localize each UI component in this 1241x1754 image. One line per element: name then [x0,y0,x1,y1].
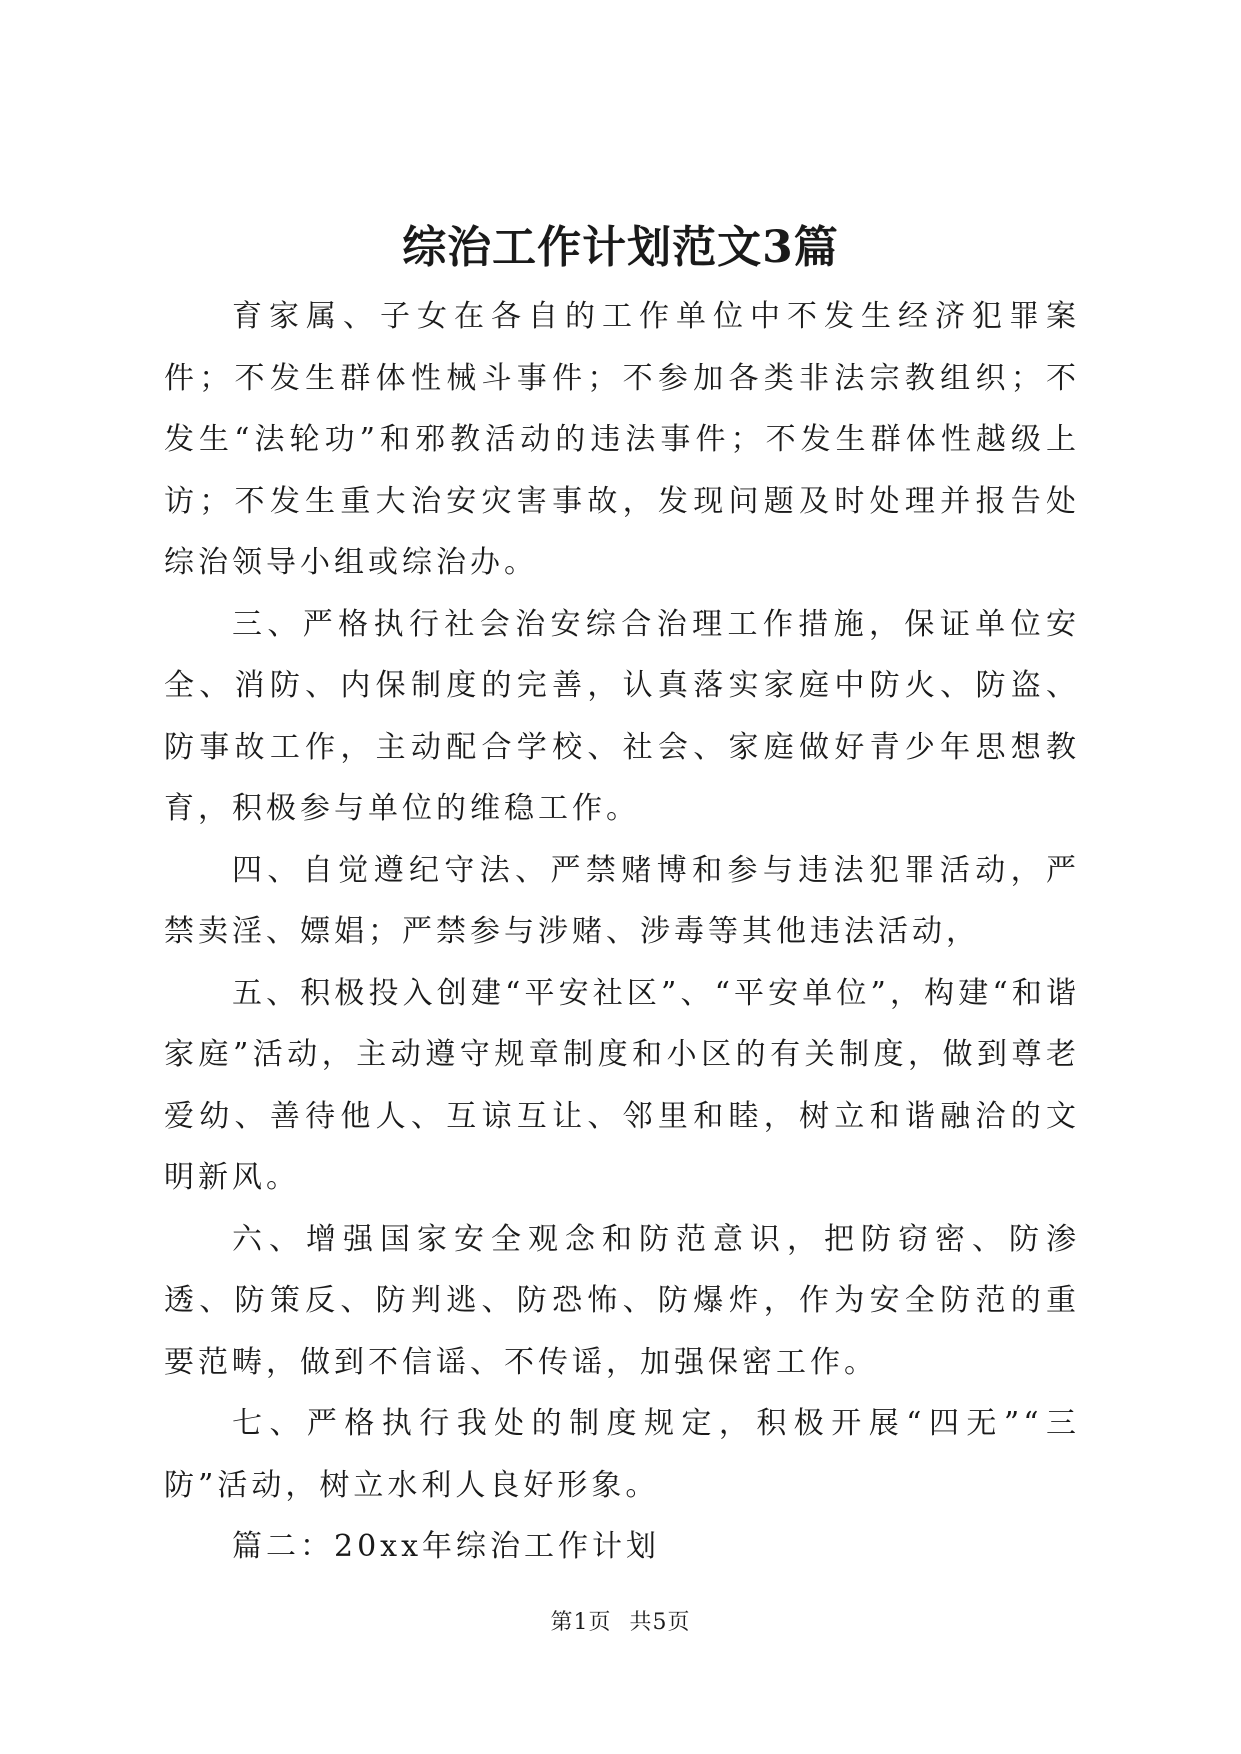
paragraph: 六、增强国家安全观念和防范意识，把防窃密、防渗透、防策反、防判逃、防恐怖、防爆炸，作为安全防范的重要范畴，做到不信谣、不传谣，加强保密工作。 [164,1221,1080,1380]
paragraph: 五、积极投入创建“平安社区”、“平安单位”，构建“和谐家庭”活动，主动遵守规章制度和小区的有关制度，做到尊老爱幼、善待他人、互谅互让、邻里和睦，树立和谐融洽的文明新风。 [164,975,1080,1195]
section-heading: 篇二：20xx年综治工作计划 [232,1529,661,1564]
page-footer [0,1608,1241,1638]
paragraph: 四、自觉遵纪守法、严禁赌博和参与违法犯罪活动，严禁卖淫、嫖娼；严禁参与涉赌、涉毒等其他违法活动， [164,852,1080,949]
page-title: 综治工作计划范文3篇 [402,222,839,273]
paragraph: 三、严格执行社会治安综合治理工作措施，保证单位安全、消防、内保制度的完善，认真落实家庭中防火、防盗、防事故工作，主动配合学校、社会、家庭做好青少年思想教育，积极参与单位的维稳工作。 [164,606,1080,826]
paragraph: 七、严格执行我处的制度规定，积极开展“四无”“三防”活动，树立水利人良好形象。 [164,1406,1080,1503]
document-body [164,286,1080,1578]
page-total: 共5页 [629,1610,691,1635]
page-number: 第1页 [550,1610,612,1635]
paragraph: 育家属、子女在各自的工作单位中不发生经济犯罪案件；不发生群体性械斗事件；不参加各类非法宗教组织；不发生“法轮功”和邪教活动的违法事件；不发生群体性越级上访；不发生重大治安灾害事故，发现问题及时处理并报告处综治领导小组或综治办。 [164,299,1080,580]
